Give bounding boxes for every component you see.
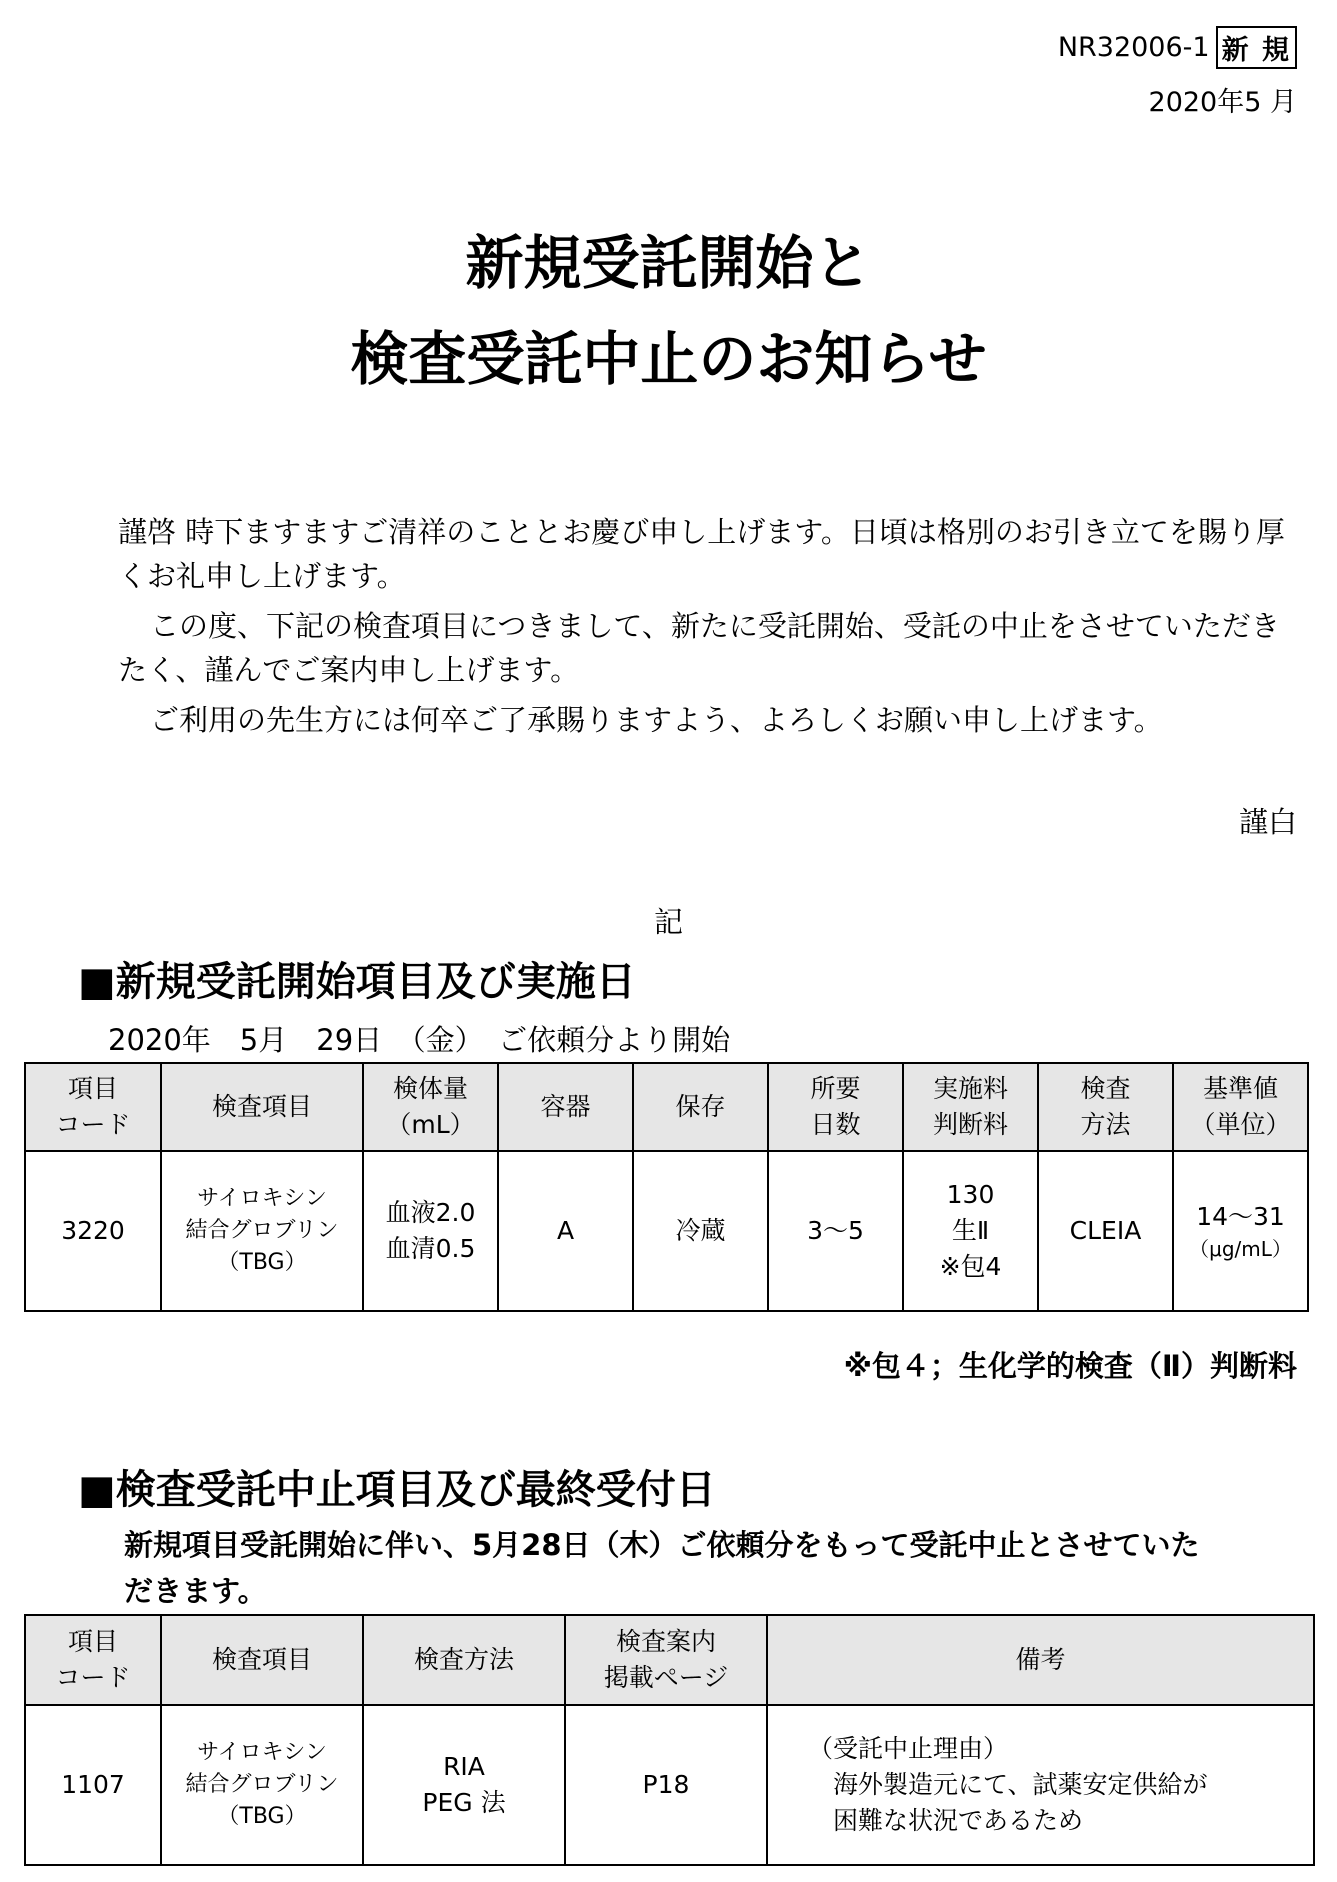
cell-fee: 130 生Ⅱ ※包4 <box>903 1151 1038 1311</box>
document-number <box>1058 26 1297 69</box>
document-number-text: NR32006-1 <box>1057 32 1210 63</box>
discontinued-test-table <box>24 1614 1315 1866</box>
cell-remarks: （受託中止理由） 海外製造元にて、試薬安定供給が 困難な状況であるため <box>767 1705 1314 1865</box>
section2-notice: 新規項目受託開始に伴い、5月28日（木）ご依頼分をもって受託中止とさせていただきます。 <box>124 1528 1200 1608</box>
new-badge: 新 規 <box>1216 26 1297 69</box>
greeting-paragraph-3: ご利用の先生方には何卒ご了承賜りますよう、よろしくお願い申し上げます。 <box>150 703 1163 737</box>
header-fee: 実施料 判断料 <box>903 1063 1038 1151</box>
header-reference: 基準値 （単位） <box>1173 1063 1308 1151</box>
header-guide-page: 検査案内 掲載ページ <box>565 1615 767 1705</box>
cell-test-item: サイロキシン 結合グロブリン （TBG） <box>161 1705 363 1865</box>
fee-footnote: ※包４；生化学的検査（Ⅱ）判断料 <box>843 1349 1297 1383</box>
header-storage: 保存 <box>633 1063 768 1151</box>
cell-method: CLEIA <box>1038 1151 1173 1311</box>
cell-container: A <box>498 1151 633 1311</box>
section1-start-date: 2020年 5月 29日 （金） ご依頼分より開始 <box>108 1023 731 1057</box>
cell-code: 1107 <box>25 1705 161 1865</box>
greeting-paragraph-2: この度、下記の検査項目につきまして、新たに受託開始、受託の中止をさせていただきたく、謹んでご案内申し上げます。 <box>118 609 1280 687</box>
title-line-2: 検査受託中止のお知らせ <box>350 325 987 393</box>
section1-heading: ■新規受託開始項目及び実施日 <box>78 959 636 1005</box>
table-row <box>25 1705 1314 1865</box>
header-method: 検査方法 <box>363 1615 565 1705</box>
header-test-item: 検査項目 <box>161 1615 363 1705</box>
cell-method: RIA PEG 法 <box>363 1705 565 1865</box>
header-test-item: 検査項目 <box>161 1063 363 1151</box>
cell-code: 3220 <box>25 1151 161 1311</box>
cell-volume: 血液2.0 血清0.5 <box>363 1151 498 1311</box>
cell-reference <box>1173 1151 1308 1311</box>
header-container: 容器 <box>498 1063 633 1151</box>
cell-days: 3～5 <box>768 1151 903 1311</box>
header-remarks: 備考 <box>767 1615 1314 1705</box>
ki-marker: 記 <box>653 905 683 939</box>
reference-unit: （μg/mL） <box>1189 1237 1292 1261</box>
header-days: 所要 日数 <box>768 1063 903 1151</box>
reference-value: 14～31 <box>1196 1202 1285 1231</box>
cell-storage: 冷蔵 <box>633 1151 768 1311</box>
cell-test-item: サイロキシン 結合グロブリン （TBG） <box>161 1151 363 1311</box>
new-test-table <box>24 1062 1309 1312</box>
table-row <box>25 1151 1308 1311</box>
cell-guide-page: P18 <box>565 1705 767 1865</box>
greeting-paragraph-1: 謹啓 時下ますますご清祥のこととお慶び申し上げます。日頃は格別のお引き立てを賜り厚くお礼申し上げます。 <box>118 515 1285 593</box>
header-code: 項目 コード <box>25 1063 161 1151</box>
closing-word: 謹白 <box>1238 805 1297 839</box>
section2-heading: ■検査受託中止項目及び最終受付日 <box>78 1467 716 1513</box>
title-line-1: 新規受託開始と <box>465 229 872 297</box>
issue-date: 2020年5 月 <box>1148 87 1297 118</box>
header-code: 項目 コード <box>25 1615 161 1705</box>
header-volume: 検体量 （mL） <box>363 1063 498 1151</box>
header-method: 検査 方法 <box>1038 1063 1173 1151</box>
